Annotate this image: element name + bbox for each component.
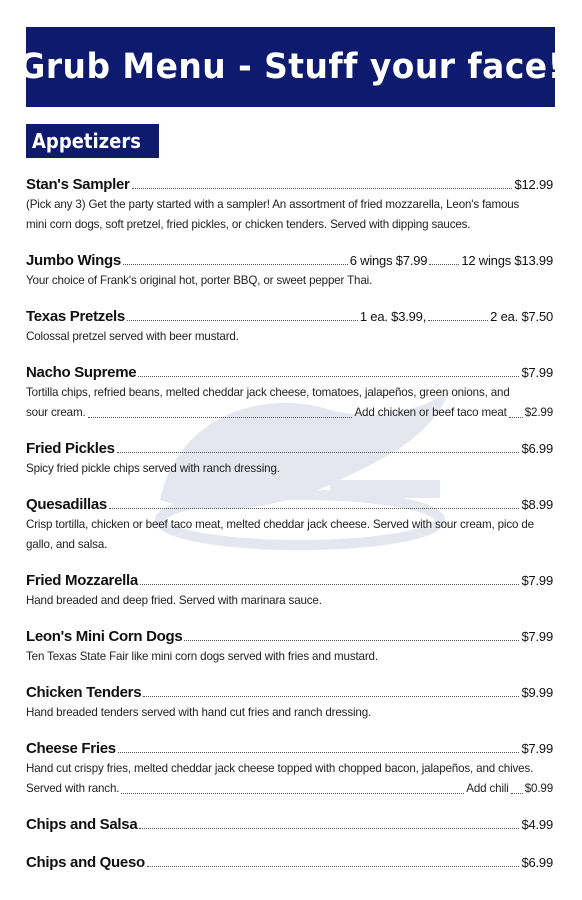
item-description-cont: mini corn dogs, soft pretzel, fried pickles, or chicken tenders. Served with dipping sauces. bbox=[26, 218, 471, 231]
item-price: $6.99 bbox=[521, 441, 553, 456]
leader-dots bbox=[117, 452, 520, 453]
item-name: Chicken Tenders bbox=[26, 684, 142, 701]
item-description-cont: sour cream. bbox=[26, 406, 86, 419]
menu-item bbox=[26, 572, 553, 628]
item-description: Your choice of Frank's original hot, porter BBQ, or sweet pepper Thai. bbox=[26, 274, 373, 287]
menu-item bbox=[26, 252, 553, 308]
item-description: (Pick any 3) Get the party started with a sampler! An assortment of fried mozzarella, Leon's famous bbox=[26, 198, 520, 211]
item-name: Stan's Sampler bbox=[26, 176, 130, 193]
item-name: Chips and Queso bbox=[26, 854, 145, 871]
item-name: Leon's Mini Corn Dogs bbox=[26, 628, 183, 645]
leader-dots bbox=[143, 696, 519, 697]
item-name: Cheese Fries bbox=[26, 740, 116, 757]
leader-dots bbox=[428, 320, 488, 321]
item-name: Quesadillas bbox=[26, 496, 107, 513]
item-price: $4.99 bbox=[521, 817, 553, 832]
leader-dots bbox=[429, 264, 459, 265]
menu-item bbox=[26, 364, 553, 440]
item-price: $8.99 bbox=[521, 497, 553, 512]
item-price-option-b: 12 wings $13.99 bbox=[461, 253, 553, 268]
menu-item bbox=[26, 684, 553, 740]
menu-item bbox=[26, 854, 553, 884]
item-description: Spicy fried pickle chips served with ranch dressing. bbox=[26, 462, 280, 475]
item-price: $9.99 bbox=[521, 685, 553, 700]
leader-dots bbox=[132, 188, 513, 189]
leader-dots bbox=[511, 793, 523, 794]
leader-dots bbox=[509, 417, 523, 418]
menu-item bbox=[26, 440, 553, 496]
addon-price: $0.99 bbox=[524, 782, 553, 795]
leader-dots bbox=[123, 264, 348, 265]
menu-header-banner bbox=[18, 27, 563, 107]
item-description: Crisp tortilla, chicken or beef taco meat, melted cheddar jack cheese. Served with sour cream, pico de bbox=[26, 518, 534, 531]
item-description: Ten Texas State Fair like mini corn dogs served with fries and mustard. bbox=[26, 650, 378, 663]
menu-item bbox=[26, 496, 553, 572]
leader-dots bbox=[121, 793, 464, 794]
item-description: Hand cut crispy fries, melted cheddar jack cheese topped with chopped bacon, jalapeños, and chives. bbox=[26, 762, 534, 775]
item-name: Jumbo Wings bbox=[26, 252, 121, 269]
item-name: Texas Pretzels bbox=[26, 308, 125, 325]
leader-dots bbox=[139, 828, 519, 829]
addon-label: Add chili bbox=[466, 782, 509, 795]
leader-dots bbox=[109, 508, 520, 509]
item-name: Fried Pickles bbox=[26, 440, 115, 457]
menu-item bbox=[26, 308, 553, 364]
item-name: Chips and Salsa bbox=[26, 816, 138, 833]
item-price: $7.99 bbox=[521, 365, 553, 380]
menu-title: Grub Menu - Stuff your face! bbox=[18, 47, 563, 87]
item-price-option-a: 1 ea. $3.99, bbox=[359, 309, 427, 324]
item-name: Fried Mozzarella bbox=[26, 572, 138, 589]
item-price: $7.99 bbox=[521, 629, 553, 644]
item-price: $7.99 bbox=[521, 573, 553, 588]
item-description-cont: gallo, and salsa. bbox=[26, 538, 108, 551]
menu-item bbox=[26, 816, 553, 854]
item-price-option-b: 2 ea. $7.50 bbox=[490, 309, 553, 324]
item-price: $7.99 bbox=[521, 741, 553, 756]
menu-item bbox=[26, 628, 553, 684]
item-description: Hand breaded tenders served with hand cut fries and ranch dressing. bbox=[26, 706, 372, 719]
leader-dots bbox=[147, 866, 520, 867]
menu-item bbox=[26, 176, 553, 252]
leader-dots bbox=[184, 640, 519, 641]
item-price-option-a: 6 wings $7.99 bbox=[349, 253, 428, 268]
leader-dots bbox=[118, 752, 520, 753]
addon-price: $2.99 bbox=[524, 406, 553, 419]
leader-dots bbox=[127, 320, 358, 321]
item-price: $12.99 bbox=[514, 177, 553, 192]
addon-label: Add chicken or beef taco meat bbox=[354, 406, 507, 419]
item-description-cont: Served with ranch. bbox=[26, 782, 120, 795]
leader-dots bbox=[138, 376, 519, 377]
item-price: $6.99 bbox=[521, 855, 553, 870]
item-description: Hand breaded and deep fried. Served with marinara sauce. bbox=[26, 594, 322, 607]
item-name: Nacho Supreme bbox=[26, 364, 137, 381]
appetizer-menu-list bbox=[26, 176, 553, 884]
item-description: Colossal pretzel served with beer mustard. bbox=[26, 330, 239, 343]
section-title: Appetizers bbox=[32, 129, 141, 153]
leader-dots bbox=[88, 417, 353, 418]
item-description: Tortilla chips, refried beans, melted cheddar jack cheese, tomatoes, jalapeños, green onions, and bbox=[26, 386, 510, 399]
section-badge-appetizers bbox=[26, 124, 159, 158]
leader-dots bbox=[140, 584, 520, 585]
menu-item bbox=[26, 740, 553, 816]
